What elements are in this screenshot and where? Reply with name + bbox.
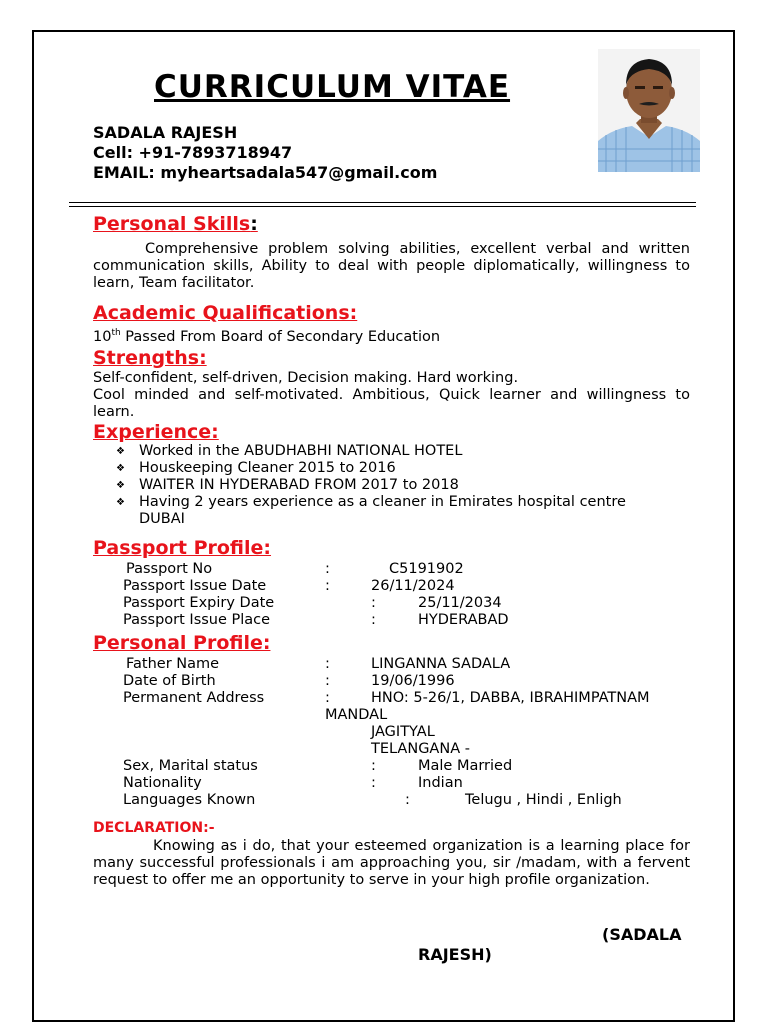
address-line-3: JAGITYAL	[371, 724, 435, 740]
profile-photo	[598, 49, 700, 172]
sex-marital-sep: :	[371, 758, 376, 774]
passport-issue-place-label: Passport Issue Place	[123, 612, 271, 628]
address-line-1: HNO: 5-26/1, DABBA, IBRAHIMPATNAM	[371, 690, 650, 706]
passport-no-label: Passport No	[126, 561, 213, 577]
experience-item: WAITER IN HYDERABAD FROM 2017 to 2018	[139, 477, 459, 493]
email-address: EMAIL: myheartsadala547@gmail.com	[93, 163, 438, 182]
address-label: Permanent Address	[123, 690, 265, 706]
experience-item: Houskeeping Cleaner 2015 to 2016	[139, 460, 396, 476]
strengths-heading: Strengths:	[93, 347, 207, 369]
father-name-value: LINGANNA SADALA	[371, 656, 511, 672]
bullet-icon: ❖	[116, 463, 125, 474]
passport-expiry-date-value: 25/11/2034	[418, 595, 502, 611]
experience-heading: Experience:	[93, 421, 219, 443]
sex-marital-value: Male Married	[418, 758, 513, 774]
applicant-name: SADALA RAJESH	[93, 123, 238, 142]
father-name-label: Father Name	[126, 656, 220, 672]
bullet-icon: ❖	[116, 480, 125, 491]
academic-text: 10th Passed From Board of Secondary Education	[93, 328, 441, 345]
experience-item: Worked in the ABUDHABHI NATIONAL HOTEL	[139, 443, 463, 459]
declaration-heading: DECLARATION:-	[93, 820, 215, 836]
passport-issue-place-sep: :	[371, 612, 376, 628]
personal-profile-heading: Personal Profile:	[93, 632, 271, 654]
dob-label: Date of Birth	[123, 673, 216, 689]
address-line-4: TELANGANA -	[371, 741, 470, 757]
bullet-icon: ❖	[116, 446, 125, 457]
passport-issue-place-value: HYDERABAD	[418, 612, 509, 628]
dob-sep: :	[325, 673, 330, 689]
nationality-label: Nationality	[123, 775, 202, 791]
personal-skills-heading: Personal Skills:	[93, 213, 258, 235]
passport-expiry-date-sep: :	[371, 595, 376, 611]
declaration-text: Knowing as i do, that your esteemed organization is a learning place for many successful professionals i am approaching you, sir /madam, with a fervent request to offer me an opportunity to serve in your high profile organization.	[93, 838, 690, 888]
signature-line-2: RAJESH)	[418, 945, 492, 964]
address-sep: :	[325, 690, 330, 706]
bullet-icon: ❖	[116, 497, 125, 508]
experience-item: Having 2 years experience as a cleaner in Emirates hospital centre	[139, 494, 626, 510]
cell-number: Cell: +91-7893718947	[93, 143, 293, 162]
passport-expiry-date-label: Passport Expiry Date	[123, 595, 275, 611]
experience-item-continued: DUBAI	[139, 511, 185, 527]
header-divider-bottom	[69, 206, 696, 207]
languages-label: Languages Known	[123, 792, 256, 808]
languages-value: Telugu , Hindi , Enligh	[465, 792, 622, 808]
passport-issue-date-value: 26/11/2024	[371, 578, 455, 594]
personal-skills-text: Comprehensive problem solving abilities, excellent verbal and written communication skills, Ability to deal with people diplomatically, willingness to learn, Team facilitator.	[93, 241, 690, 291]
passport-no-value: C5191902	[389, 561, 464, 577]
sex-marital-label: Sex, Marital status	[123, 758, 258, 774]
father-name-sep: :	[325, 656, 330, 672]
strengths-line-2: Cool minded and self-motivated. Ambitious, Quick learner and willingness to learn.	[93, 387, 690, 420]
document-title: CURRICULUM VITAE	[154, 69, 511, 105]
academic-heading: Academic Qualifications:	[93, 302, 358, 324]
dob-value: 19/06/1996	[371, 673, 455, 689]
header-divider-top	[69, 202, 696, 203]
nationality-value: Indian	[418, 775, 463, 791]
passport-heading: Passport Profile:	[93, 537, 272, 559]
languages-sep: :	[405, 792, 410, 808]
passport-issue-date-label: Passport Issue Date	[123, 578, 267, 594]
strengths-line-1: Self-confident, self-driven, Decision making. Hard working.	[93, 370, 519, 386]
passport-issue-date-sep: :	[325, 578, 330, 594]
nationality-sep: :	[371, 775, 376, 791]
passport-no-sep: :	[325, 561, 330, 577]
signature-line-1: (SADALA	[602, 925, 682, 944]
address-line-2: MANDAL	[325, 707, 388, 723]
